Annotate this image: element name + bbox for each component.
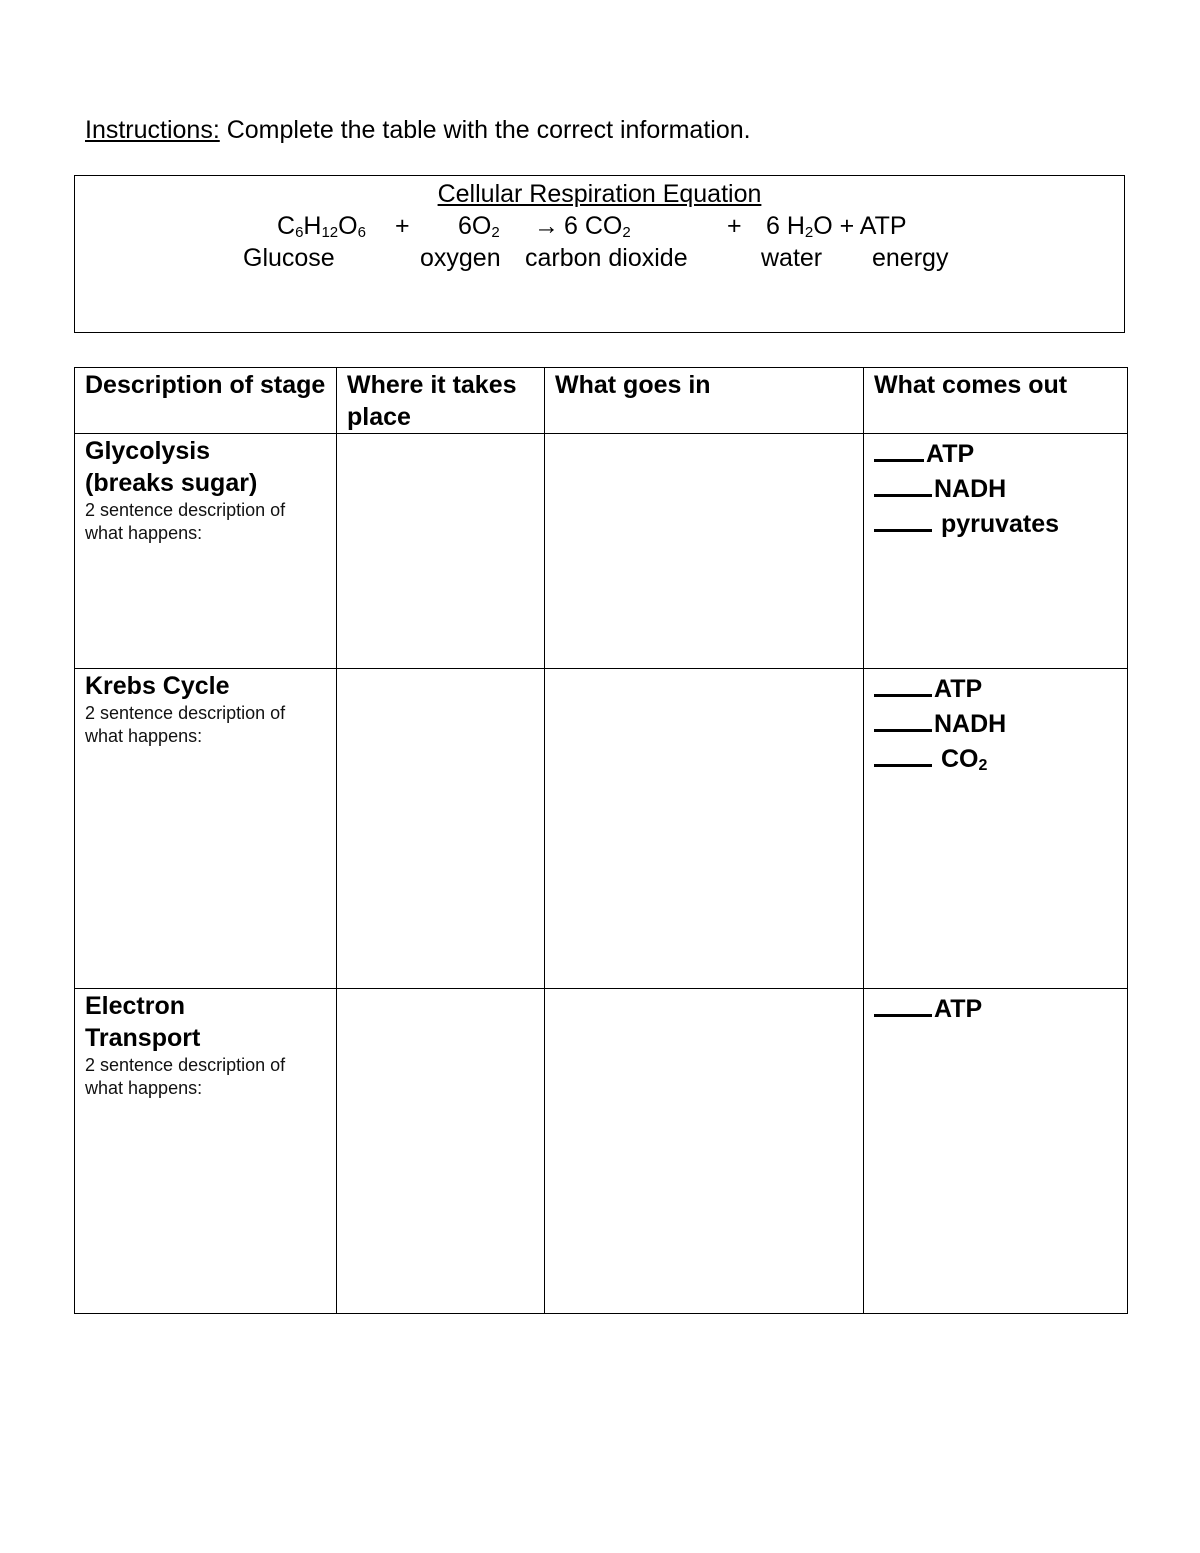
stage-note: 2 sentence description of what happens:	[85, 1055, 286, 1098]
stage-subtitle: Transport	[85, 1024, 201, 1052]
cell-goes-in[interactable]	[545, 989, 864, 1314]
answer-blank[interactable]	[874, 705, 932, 732]
carbon-dioxide-formula: 6 $CO_2$	[564, 212, 631, 241]
water-atp-formula: 6 $H_2O$ + ATP	[766, 212, 907, 241]
stage-note: 2 sentence description of what happens:	[85, 500, 286, 543]
glucose-formula: $C_6H_{12}O_6$	[277, 212, 366, 241]
output-line: pyruvates	[874, 505, 1117, 540]
equation-box	[74, 175, 1125, 333]
header-comes-out: What comes out	[864, 368, 1128, 434]
oxygen-formula: $6O_2$	[458, 212, 500, 241]
cell-comes-out	[864, 434, 1128, 669]
header-goes-in: What goes in	[545, 368, 864, 434]
answer-blank[interactable]	[874, 670, 932, 697]
output-line: $CO_2$	[874, 740, 1117, 775]
output-line: ATP	[874, 670, 1117, 705]
output-line: ATP	[874, 990, 1117, 1025]
answer-blank[interactable]	[874, 435, 924, 462]
instructions	[85, 114, 751, 146]
plus-sign: +	[395, 212, 410, 240]
label-glucose: Glucose	[243, 244, 335, 272]
answer-blank[interactable]	[874, 505, 932, 532]
label-energy: energy	[872, 244, 949, 272]
table-row-electron-transport	[75, 989, 1128, 1314]
table-row-glycolysis	[75, 434, 1128, 669]
answer-blank[interactable]	[874, 470, 932, 497]
header-description: Description of stage	[75, 368, 337, 434]
cell-comes-out	[864, 669, 1128, 989]
cell-description	[75, 669, 337, 989]
header-where: Where it takes place	[337, 368, 545, 434]
cell-where[interactable]	[337, 434, 545, 669]
equation-title: Cellular Respiration Equation	[437, 180, 762, 208]
output-line: ATP	[874, 435, 1117, 470]
plus-sign: +	[727, 212, 742, 240]
header-row	[75, 368, 1128, 434]
stage-title: Krebs Cycle	[85, 672, 230, 700]
stage-subtitle: (breaks sugar)	[85, 469, 258, 497]
cell-goes-in[interactable]	[545, 434, 864, 669]
answer-blank[interactable]	[874, 990, 932, 1017]
table-row-krebs	[75, 669, 1128, 989]
stage-title: Electron	[85, 992, 186, 1020]
stage-note: 2 sentence description of what happens:	[85, 703, 286, 746]
output-line: NADH	[874, 705, 1117, 740]
instructions-text: Complete the table with the correct information.	[219, 116, 751, 144]
label-water: water	[761, 244, 823, 272]
cell-where[interactable]	[337, 989, 545, 1314]
answer-blank[interactable]	[874, 740, 932, 767]
stages-table	[74, 367, 1128, 1314]
instructions-lead: Instructions:	[85, 116, 220, 144]
cell-goes-in[interactable]	[545, 669, 864, 989]
output-line: NADH	[874, 470, 1117, 505]
cell-description	[75, 434, 337, 669]
arrow-icon: →	[534, 212, 559, 240]
label-oxygen: oxygen	[420, 244, 501, 272]
cell-comes-out	[864, 989, 1128, 1314]
label-carbon-dioxide: carbon dioxide	[525, 244, 688, 272]
stage-title: Glycolysis	[85, 437, 211, 465]
cell-description	[75, 989, 337, 1314]
cell-where[interactable]	[337, 669, 545, 989]
